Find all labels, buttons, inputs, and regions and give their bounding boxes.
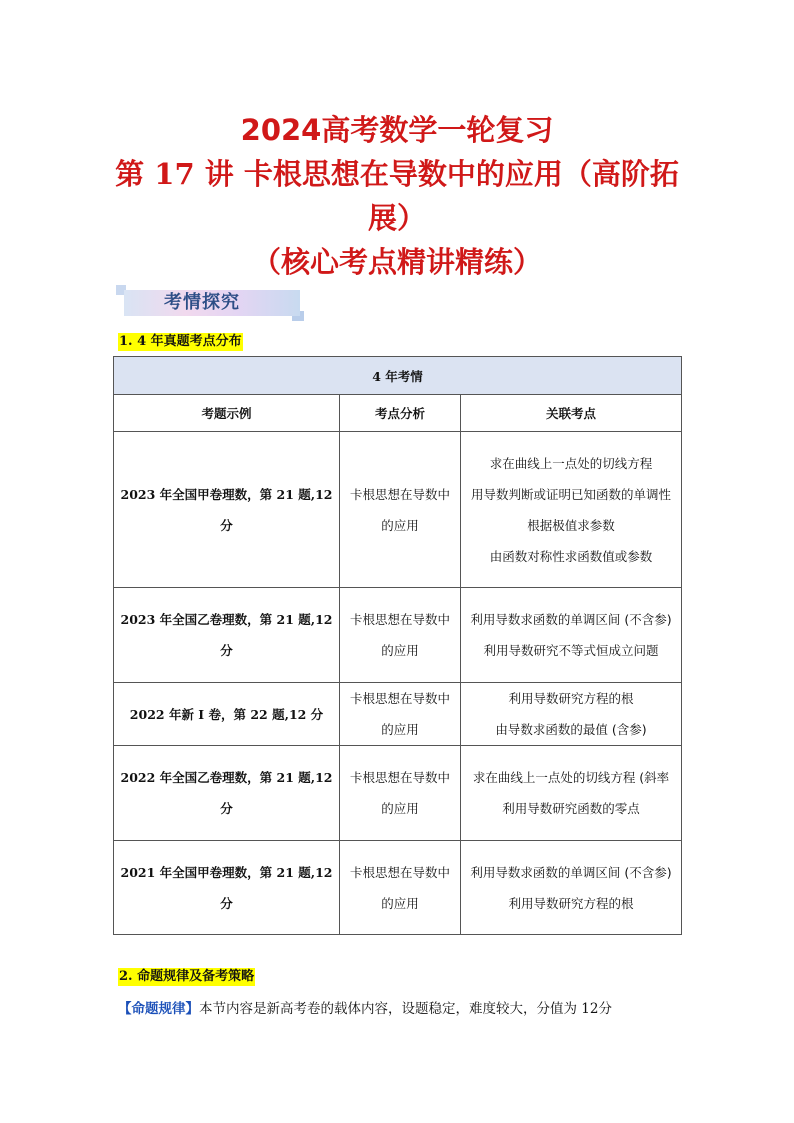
- related-points-cell: [461, 683, 682, 746]
- related-point: 利用导数研究方程的根: [508, 691, 634, 706]
- rule-tag: 【命题规律】: [118, 1001, 199, 1017]
- column-header: 关联考点: [461, 395, 682, 432]
- exam-example-cell: 2022 年新 I 卷，第 22 题,12 分: [114, 683, 340, 746]
- related-points-cell: [461, 588, 682, 683]
- lecture-title: 第 17 讲 卡根思想在导数中的应用（高阶拓展）: [115, 157, 679, 235]
- related-point: 用导数判断或证明已知函数的单调性: [471, 486, 672, 502]
- column-header: 考题示例: [114, 395, 340, 432]
- exam-distribution-table: [113, 356, 682, 935]
- related-point: 利用导数研究函数的零点: [502, 801, 640, 816]
- table-row: [114, 588, 682, 683]
- section-heading-distribution: 1. 4 年真题考点分布: [119, 334, 242, 349]
- rule-paragraph: [118, 998, 612, 1020]
- related-point: 根据极值求参数: [527, 517, 615, 533]
- table-row: [114, 841, 682, 935]
- related-point: 求在曲线上一点处的切线方程 (斜率: [472, 770, 670, 785]
- column-header: 考点分析: [340, 395, 461, 432]
- exam-example-cell: 2023 年全国甲卷理数，第 21 题,12 分: [114, 432, 340, 588]
- analysis-cell: 卡根思想在导数中的应用: [340, 683, 461, 746]
- related-points-cell: [461, 432, 682, 588]
- section-heading-strategy: 2. 命题规律及备考策略: [119, 969, 255, 984]
- exam-example-cell: 2022 年全国乙卷理数，第 21 题,12 分: [114, 746, 340, 841]
- table-row: [114, 683, 682, 746]
- related-point: 利用导数研究不等式恒成立问题: [483, 643, 659, 658]
- table-row: [114, 432, 682, 588]
- related-point: 利用导数求函数的单调区间 (不含参): [470, 864, 672, 880]
- subtitle: （核心考点精讲精练）: [251, 245, 542, 279]
- table-caption: 4 年考情: [114, 357, 682, 395]
- analysis-cell: 卡根思想在导数中的应用: [340, 746, 461, 841]
- rule-text: 本节内容是新高考卷的载体内容，设题稳定，难度较大，分值为 12分: [199, 1001, 612, 1017]
- analysis-cell: 卡根思想在导数中的应用: [340, 588, 461, 683]
- section-banner: [116, 285, 308, 321]
- related-point: 利用导数研究方程的根: [508, 895, 634, 911]
- related-points-cell: [461, 841, 682, 935]
- title-block: [0, 108, 794, 284]
- exam-example-cell: 2021 年全国甲卷理数，第 21 题,12 分: [114, 841, 340, 935]
- related-point: 求在曲线上一点处的切线方程: [489, 455, 653, 471]
- analysis-cell: 卡根思想在导数中的应用: [340, 841, 461, 935]
- related-point: 由导数求函数的最值 (含参): [495, 722, 647, 737]
- main-title: 2024高考数学一轮复习: [240, 113, 554, 147]
- related-point: 利用导数求函数的单调区间 (不含参): [470, 612, 672, 627]
- related-points-cell: [461, 746, 682, 841]
- related-point: 由函数对称性求函数值或参数: [489, 548, 653, 564]
- table-row: [114, 746, 682, 841]
- banner-label: 考情探究: [164, 292, 240, 313]
- analysis-cell: 卡根思想在导数中的应用: [340, 432, 461, 588]
- exam-example-cell: 2023 年全国乙卷理数，第 21 题,12 分: [114, 588, 340, 683]
